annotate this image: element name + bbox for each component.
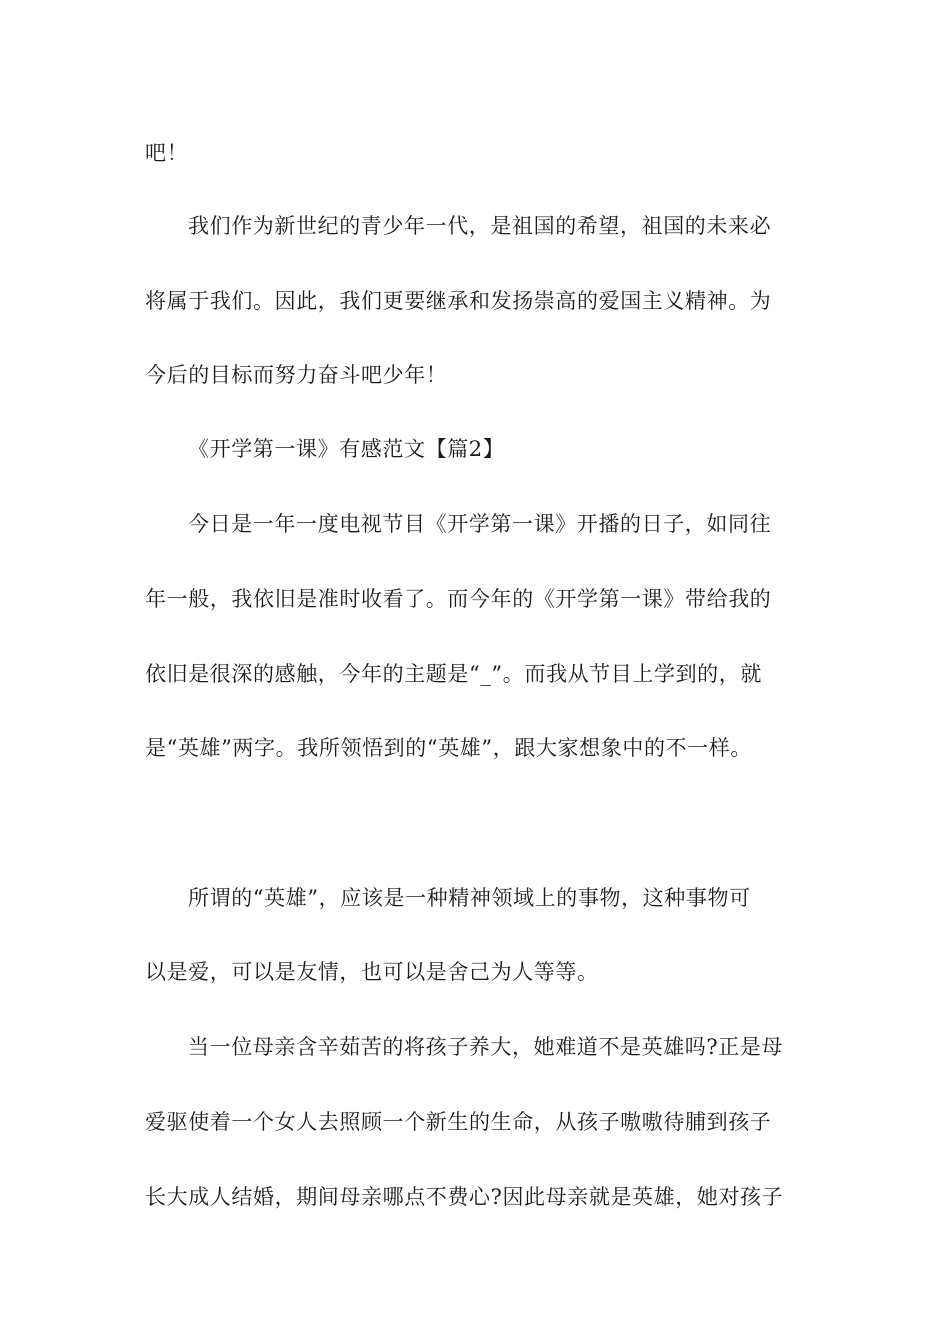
paragraph-line: 爱驱使着一个女人去照顾一个新生的生命，从孩子嗷嗷待脯到孩子 xyxy=(145,1110,772,1134)
paragraph-line: 长大成人结婚，期间母亲哪点不费心?因此母亲就是英雄，她对孩子 xyxy=(145,1185,784,1209)
paragraph-line: 今日是一年一度电视节目《开学第一课》开播的日子，如同往 xyxy=(188,512,772,536)
section-heading: 《开学第一课》有感范文【篇2】 xyxy=(188,437,505,461)
paragraph-line: 以是爱，可以是友情，也可以是舍己为人等等。 xyxy=(145,960,599,984)
paragraph-line: 当一位母亲含辛茹苦的将孩子养大，她难道不是英雄吗?正是母 xyxy=(188,1035,784,1059)
paragraph-line: 所谓的“英雄”，应该是一种精神领域上的事物，这种事物可 xyxy=(188,886,751,910)
paragraph-line: 我们作为新世纪的青少年一代，是祖国的希望，祖国的未来必 xyxy=(188,214,772,238)
paragraph-line: 将属于我们。因此，我们更要继承和发扬崇高的爱国主义精神。为 xyxy=(145,289,772,313)
paragraph-line: 依旧是很深的感触，今年的主题是“_”。而我从节目上学到的，就 xyxy=(145,662,762,686)
paragraph-line: 年一般，我依旧是准时收看了。而今年的《开学第一课》带给我的 xyxy=(145,587,772,611)
paragraph-line: 今后的目标而努力奋斗吧少年！ xyxy=(145,363,448,387)
paragraph-line: 是“英雄”两字。我所领悟到的“英雄”，跟大家想象中的不一样。 xyxy=(145,736,752,760)
paragraph-end-line: 吧！ xyxy=(145,141,189,165)
